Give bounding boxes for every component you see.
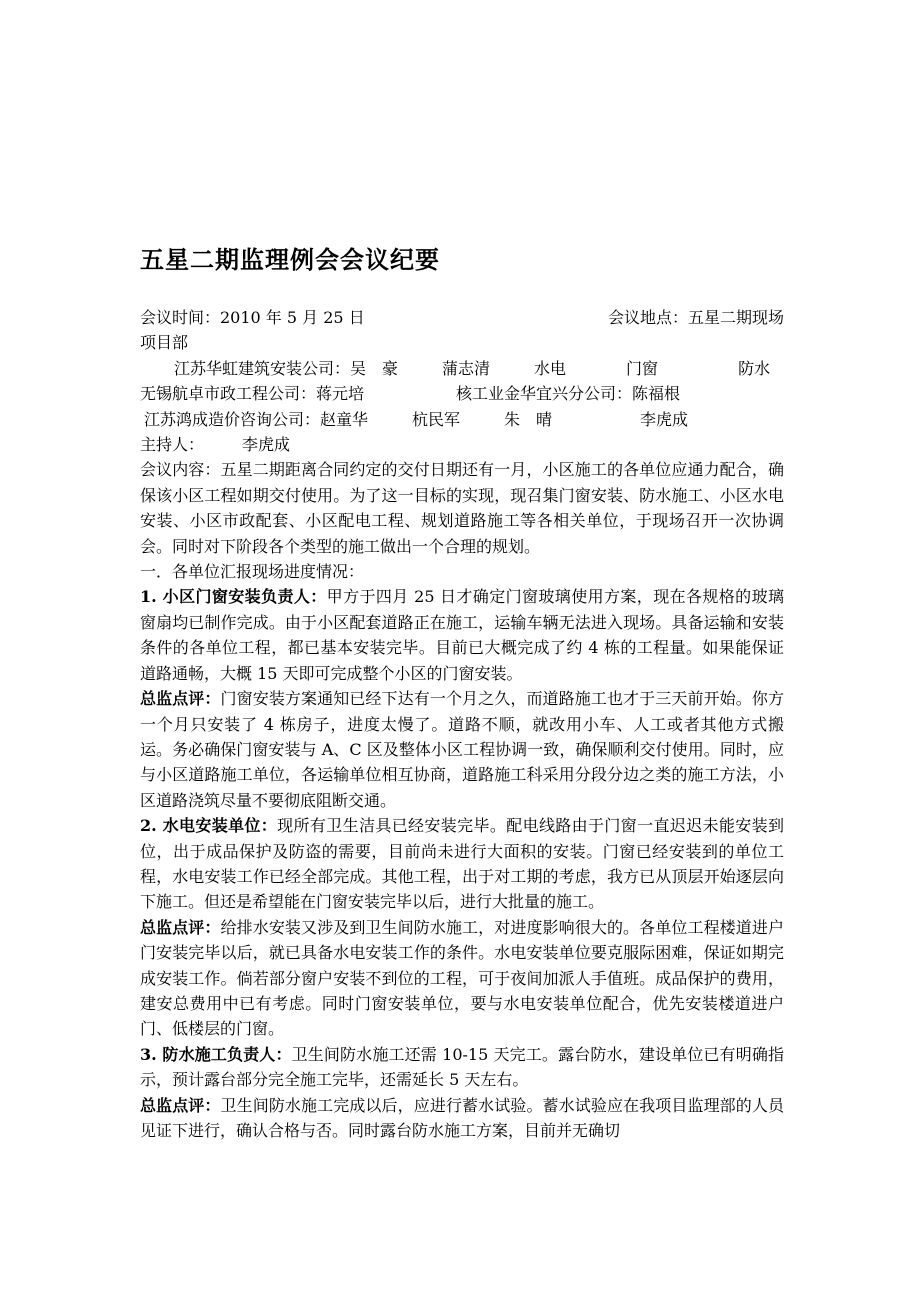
supervisor-comment bbox=[140, 686, 784, 813]
meeting-time: 会议时间：2010 年 5 月 25 日 bbox=[140, 308, 365, 327]
document-title: 五星二期监理例会会议纪要 bbox=[140, 245, 440, 274]
host-label: 主持人： bbox=[140, 435, 205, 455]
report-text: 卫生间防水施工还需 10-15 天完工。露台防水，建设单位已有明确指示，预计露台部分完全施工完毕，还需延长 5 天左右。 bbox=[140, 1044, 784, 1090]
attendee-name: 朱 晴 bbox=[504, 409, 553, 429]
report-item bbox=[140, 1042, 784, 1093]
comment-lead: 总监点评： bbox=[140, 917, 221, 937]
document-body bbox=[140, 305, 784, 1143]
attendees-line-1 bbox=[140, 356, 784, 381]
meeting-place-continued: 项目部 bbox=[140, 333, 189, 353]
attendee-company-hangzhuo: 无锡航卓市政工程公司：蒋元培 bbox=[140, 384, 365, 404]
attendee-company-jinhua: 核工业金华宜兴分公司：陈福根 bbox=[456, 384, 681, 404]
attendees-line-2 bbox=[140, 381, 784, 406]
report-text: 甲方于四月 25 日才确定门窗玻璃使用方案，现在各规格的玻璃窗扇均已制作完成。由于小区配套道路正在施工，运输车辆无法进入现场。具备运输和安装条件的各单位工程，都已基本安装完毕。目前已大概完成了约 4 栋的工程量。如果能保证道路通畅，大概 15 天即可完成整个小区的门窗安装。 bbox=[140, 587, 784, 683]
supervisor-comment bbox=[140, 1093, 784, 1144]
host-line bbox=[140, 432, 784, 457]
comment-lead: 总监点评： bbox=[140, 1095, 221, 1115]
meeting-info-row bbox=[140, 305, 784, 330]
report-lead: 3. 防水施工负责人： bbox=[140, 1044, 292, 1064]
attendee-company-huahong: 江苏华虹建筑安装公司：吴 豪 bbox=[174, 358, 399, 378]
meeting-place: 会议地点：五星二期现场 bbox=[607, 308, 784, 327]
report-item bbox=[140, 584, 784, 686]
attendees-line-3 bbox=[140, 407, 784, 432]
meeting-content-intro: 会议内容：五星二期距离合同约定的交付日期还有一月，小区施工的各单位应通力配合，确保该小区工程如期交付使用。为了这一目标的实现，现召集门窗安装、防水施工、小区水电安装、小区市政配套、小区配电工程、规划道路施工等各相关单位，于现场召开一次协调会。同时对下阶段各个类型的施工做出一个合理的规划。 bbox=[140, 460, 784, 556]
comment-lead: 总监点评： bbox=[140, 689, 221, 709]
report-lead: 1. 小区门窗安装负责人： bbox=[140, 587, 327, 607]
comment-text: 卫生间防水施工完成以后，应进行蓄水试验。蓄水试验应在我项目监理部的人员见证下进行，确认合格与否。同时露台防水施工方案，目前并无确切 bbox=[140, 1095, 784, 1140]
attendee-name: 蒲志清 bbox=[442, 358, 491, 378]
section-heading-1: 一．各单位汇报现场进度情况： bbox=[140, 562, 365, 582]
comment-text: 门窗安装方案通知已经下达有一个月之久，而道路施工也才于三天前开始。你方一个月只安装了 4 栋房子，进度太慢了。道路不顺，就改用小车、人工或者其他方式搬运。务必确保门窗安装与 A、C 区及整体小区工程协调一致，确保顺利交付使用。同时，应与小区道路施工单位，各运输单位相互协商，道路施工科采用分段分边之类的施工方法，小区道路浇筑尽量不要彻底阻断交通。 bbox=[140, 689, 784, 810]
attendee-name: 李虎成 bbox=[640, 409, 689, 429]
attendee-name: 杭民军 bbox=[412, 409, 461, 429]
report-lead: 2. 水电安装单位： bbox=[140, 816, 278, 836]
attendee-company-hongcheng: 江苏鸿成造价咨询公司：赵童华 bbox=[144, 409, 369, 429]
attendee-role: 水电 bbox=[534, 358, 567, 378]
attendee-role: 防水 bbox=[738, 358, 771, 378]
supervisor-comment bbox=[140, 915, 784, 1042]
host-name: 李虎成 bbox=[242, 435, 291, 455]
attendee-role: 门窗 bbox=[626, 358, 659, 378]
report-item bbox=[140, 813, 784, 915]
report-text: 现所有卫生洁具已经安装完毕。配电线路由于门窗一直迟迟未能安装到位，出于成品保护及防盗的需要，目前尚未进行大面积的安装。门窗已经安装到的单位工程，水电安装工作已经全部完成。其他工程，出于对工期的考虑，我方已从顶层开始逐层向下施工。但还是希望能在门窗安装完毕以后，进行大批量的施工。 bbox=[140, 816, 784, 912]
comment-text: 给排水安装又涉及到卫生间防水施工，对进度影响很大的。各单位工程楼道进户门安装完毕以后，就已具备水电安装工作的条件。水电安装单位要克服际困难，保证如期完成安装工作。倘若部分窗户安装不到位的工程，可于夜间加派人手值班。成品保护的费用，建安总费用中已有考虑。同时门窗安装单位，要与水电安装单位配合，优先安装楼道进户门、低楼层的门窗。 bbox=[140, 917, 784, 1039]
